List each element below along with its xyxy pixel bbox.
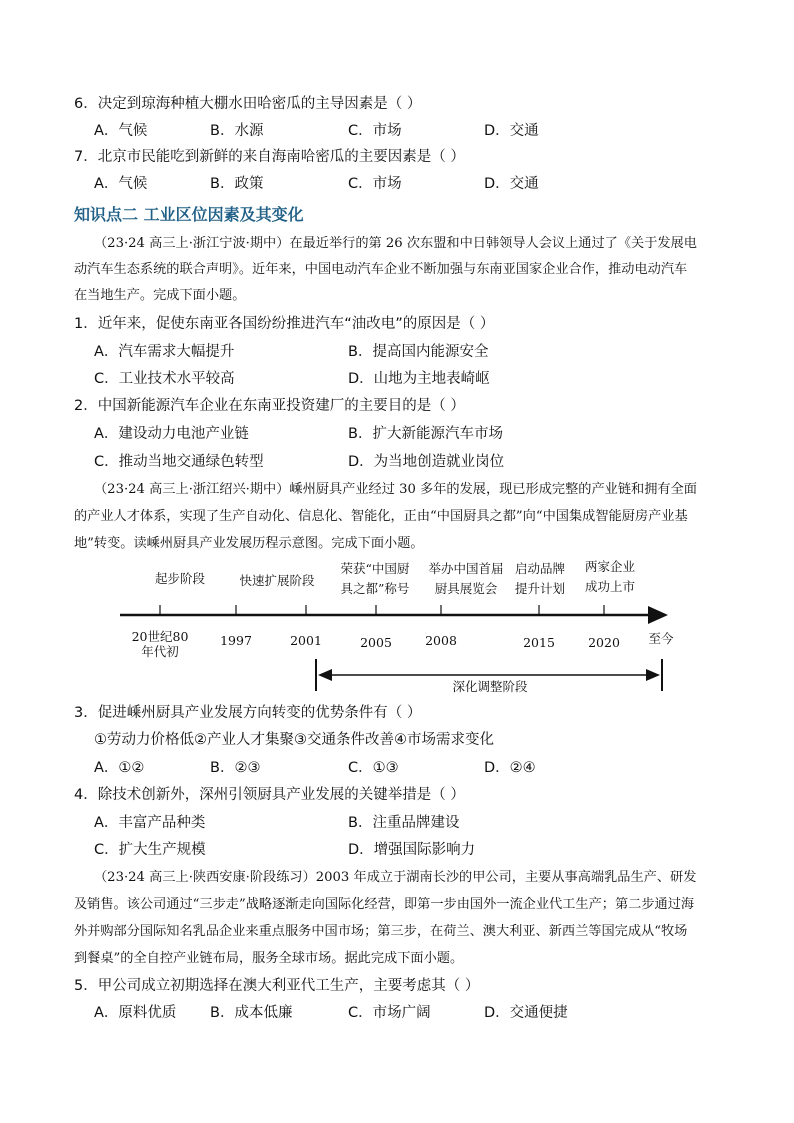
year-2020: 2020 xyxy=(588,635,620,650)
year-2005: 2005 xyxy=(360,635,392,650)
q4-stem: 4．除技术创新外，深州引领厨具产业发展的关键举措是（ ） xyxy=(74,787,465,803)
passage3-line-1: （23·24 高三上·陕西安康·阶段练习）2003 年成立于湖南长沙的甲公司，主要从事高端乳品生产、研发 xyxy=(94,870,697,885)
range-arrow-left xyxy=(318,669,332,681)
q7-option-c[interactable]: C．市场 xyxy=(348,176,402,192)
event-2005-line-2: 具之都”称号 xyxy=(340,581,410,596)
stage-start: 起步阶段 xyxy=(154,571,205,586)
passage1-line-1: （23·24 高三上·浙江宁波·期中）在最近举行的第 26 次东盟和中日韩领导人会议上通过了《关于发展电 xyxy=(94,236,697,251)
year-1980s xyxy=(130,629,190,659)
passage2-line-1: （23·24 高三上·浙江绍兴·期中）嵊州厨具产业经过 30 多年的发展，现已形成完整的产业链和拥有全面 xyxy=(94,482,697,497)
q1-options-row1 xyxy=(94,342,734,362)
q2-options-row1 xyxy=(94,424,734,444)
passage3-line-4: 到餐桌”的全自控产业链布局，服务全球市场。据此完成下面小题。 xyxy=(74,951,464,966)
event-2015 xyxy=(500,561,580,597)
q6-option-c[interactable]: C．市场 xyxy=(348,123,402,139)
q6-stem: 6．决定到琼海种植大棚水田哈密瓜的主导因素是（ ） xyxy=(74,96,422,112)
q3-option-d[interactable]: D．②④ xyxy=(484,760,536,776)
q2-option-a[interactable]: A．建设动力电池产业链 xyxy=(94,426,249,442)
q4-option-d[interactable]: D．增强国际影响力 xyxy=(348,842,476,858)
year-1980s-line-1: 20世纪80 xyxy=(131,629,189,644)
q2-option-c[interactable]: C．推动当地交通绿色转型 xyxy=(94,454,264,470)
q4-options-row2 xyxy=(94,840,734,860)
event-2008-line-1: 举办中国首届 xyxy=(428,561,504,576)
q5-option-b[interactable]: B．成本低廉 xyxy=(210,1005,293,1021)
q1-options-row2 xyxy=(94,369,734,389)
q6-option-a[interactable]: A．气候 xyxy=(94,123,148,139)
q2-stem: 2．中国新能源汽车企业在东南亚投资建厂的主要目的是（ ） xyxy=(74,398,465,414)
year-2001: 2001 xyxy=(290,633,322,648)
passage2-line-2: 的产业人才体系，实现了生产自动化、信息化、智能化，正由“中国厨具之都”向“中国集成智能厨房产业基 xyxy=(74,509,688,524)
range-arrow-right xyxy=(646,669,660,681)
stage-deepening: 深化调整阶段 xyxy=(452,679,528,694)
q3-stem: 3．促进嵊州厨具产业发展方向转变的优势条件有（ ） xyxy=(74,705,422,721)
q7-option-b[interactable]: B．政策 xyxy=(210,176,264,192)
q6-option-b[interactable]: B．水源 xyxy=(210,123,264,139)
q4-option-c[interactable]: C．扩大生产规模 xyxy=(94,842,206,858)
q1-option-d[interactable]: D．山地为主地表崎岖 xyxy=(348,371,490,387)
q5-option-d[interactable]: D．交通便捷 xyxy=(484,1005,568,1021)
q3-option-b[interactable]: B．②③ xyxy=(210,760,261,776)
q5-option-a[interactable]: A．原料优质 xyxy=(94,1005,177,1021)
q2-option-d[interactable]: D．为当地创造就业岗位 xyxy=(348,454,505,470)
event-2015-line-2: 提升计划 xyxy=(514,581,565,596)
timeline-diagram xyxy=(110,555,690,695)
passage1-line-3: 在当地生产。完成下面小题。 xyxy=(74,288,246,303)
q2-option-b[interactable]: B．扩大新能源汽车市场 xyxy=(348,426,503,442)
q6-options xyxy=(94,121,734,141)
q7-option-a[interactable]: A．气候 xyxy=(94,176,148,192)
year-1980s-line-2: 年代初 xyxy=(141,644,179,659)
q1-stem: 1．近年来，促使东南亚各国纷纷推进汽车“油改电”的原因是（ ） xyxy=(74,316,495,332)
q2-options-row2 xyxy=(94,452,734,472)
q3-option-c[interactable]: C．①③ xyxy=(348,760,399,776)
q3-options xyxy=(94,758,734,778)
q1-option-c[interactable]: C．工业技术水平较高 xyxy=(94,371,235,387)
q4-options-row1 xyxy=(94,813,734,833)
passage2-line-3: 地”转变。读嵊州厨具产业发展历程示意图。完成下面小题。 xyxy=(74,536,424,551)
q1-option-a[interactable]: A．汽车需求大幅提升 xyxy=(94,344,235,360)
q4-option-a[interactable]: A．丰富产品种类 xyxy=(94,815,206,831)
passage1-line-2: 动汽车生态系统的联合声明》。近年来，中国电动汽车企业不断加强与东南亚国家企业合作，推动电动汽车 xyxy=(74,262,688,277)
q7-options xyxy=(94,174,734,194)
q3-items: ①劳动力价格低②产业人才集聚③交通条件改善④市场需求变化 xyxy=(94,732,494,748)
section-title: 知识点二 工业区位因素及其变化 xyxy=(74,205,304,224)
event-2008-line-2: 厨具展览会 xyxy=(434,581,498,596)
event-2020-line-1: 两家企业 xyxy=(584,559,635,574)
event-2020-line-2: 成功上市 xyxy=(584,579,635,594)
q5-stem: 5．甲公司成立初期选择在澳大利亚代工生产，主要考虑其（ ） xyxy=(74,978,480,994)
event-2020 xyxy=(570,559,650,595)
q4-option-b[interactable]: B．注重品牌建设 xyxy=(348,815,460,831)
year-2008: 2008 xyxy=(425,633,457,648)
year-2015: 2015 xyxy=(523,635,555,650)
year-1997: 1997 xyxy=(220,633,252,648)
event-2005 xyxy=(325,561,425,597)
passage3-line-3: 外并购部分国际知名乳品企业来重点服务中国市场；第三步，在荷兰、澳大利亚、新西兰等国完成从“牧场 xyxy=(74,924,688,939)
q5-option-c[interactable]: C．市场广阔 xyxy=(348,1005,431,1021)
q7-option-d[interactable]: D．交通 xyxy=(484,176,539,192)
year-present: 至今 xyxy=(648,631,674,646)
passage3-line-2: 及销售。该公司通过“三步走”战略逐渐走向国际化经营，即第一步由国外一流企业代工生产；第二步通过海 xyxy=(74,897,695,912)
timeline-arrowhead xyxy=(648,606,668,624)
event-2015-line-1: 启动品牌 xyxy=(514,561,565,576)
q3-option-a[interactable]: A．①② xyxy=(94,760,145,776)
q5-options xyxy=(94,1003,734,1023)
q1-option-b[interactable]: B．提高国内能源安全 xyxy=(348,344,489,360)
event-2005-line-1: 荣获“中国厨 xyxy=(340,561,410,576)
q6-option-d[interactable]: D．交通 xyxy=(484,123,539,139)
stage-expansion: 快速扩展阶段 xyxy=(239,573,315,588)
q7-stem: 7．北京市民能吃到新鲜的来自海南哈密瓜的主要因素是（ ） xyxy=(74,149,465,165)
